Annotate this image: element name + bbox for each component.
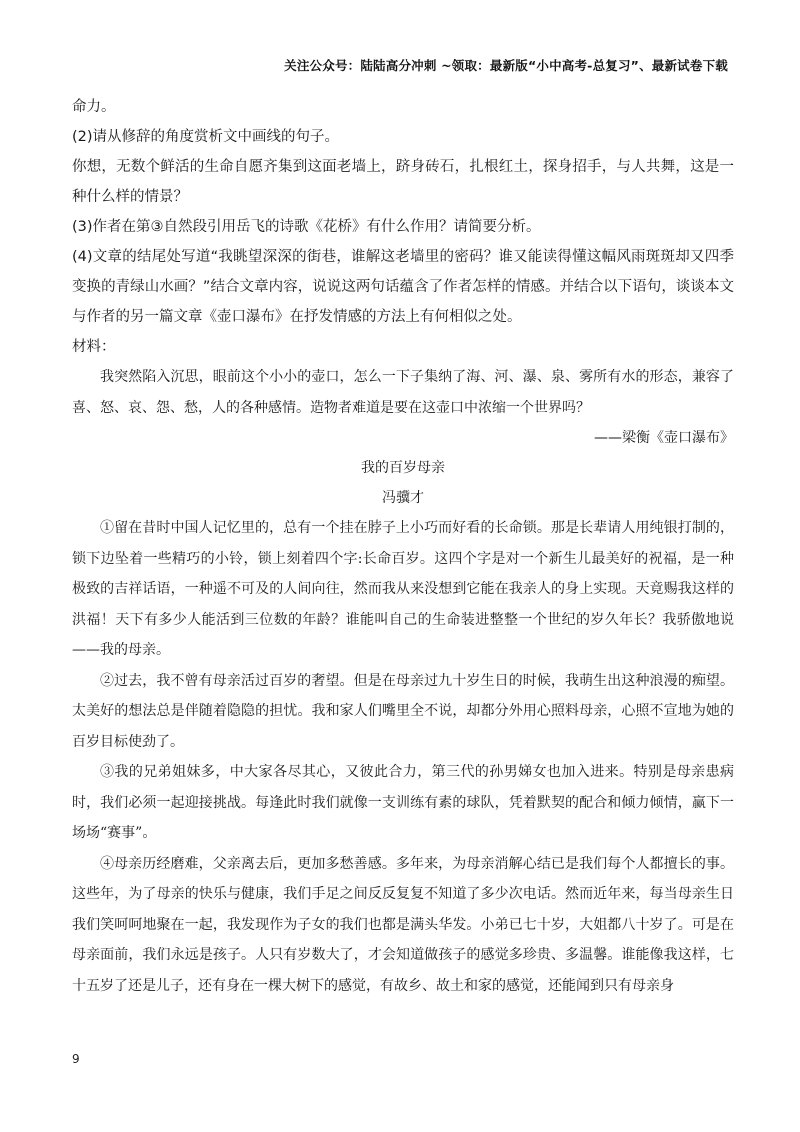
article-paragraph-2: ②过去，我不曾有母亲活过百岁的奢望。但是在母亲过九十岁生日的时候，我萌生出这种浪漫的痴望。太美好的想法总是伴随着隐隐的担忧。我和家人们嘴里全不说，却都分外用心照料母亲，心照不宣地为她的百岁目标使劲了。 — [72, 672, 734, 750]
material-text: 我突然陷入沉思，眼前这个小小的壶口，怎么一下子集纳了海、河、瀑、泉、雾所有水的形态，兼容了喜、怒、哀、怨、愁，人的各种感情。造物者难道是要在这壶口中浓缩一个世界吗？ — [72, 369, 734, 416]
article-author: 冯骥才 — [382, 490, 424, 506]
material-source: ——梁衡《壶口瀑布》 — [594, 430, 734, 446]
quoted-sentence: 你想，无数个鲜活的生命自愿齐集到这面老墙上，跻身砖石，扎根红土，探身招手，与人共舞，这是一种什么样的情景？ — [72, 159, 734, 205]
material-label: 材料： — [72, 339, 116, 355]
question-4: (4)文章的结尾处写道“我眺望深深的街巷，谁解这老墙里的密码？谁又能读得懂这幅风雨斑斑却又四季变换的青绿山水画？”结合文章内容，说说这两句话蕴含了作者怎样的情感。并结合以下语句，谈谈本文与作者的另一篇文章《壶口瀑布》在抒发情感的方法上有何相似之处。 — [72, 249, 734, 325]
article-paragraph-4: ④母亲历经磨难，父亲离去后，更加多愁善感。多年来，为母亲消解心结已是我们每个人都擅长的事。这些年，为了母亲的快乐与健康，我们手足之间反反复复不知道了多少次电话。然而近年来，每当母亲生日我们笑呵呵地聚在一起，我发现作为子女的我们也都是满头华发。小弟已七十岁，大姐都八十岁了。可是在母亲面前，我们永远是孩子。人只有岁数大了，才会知道做孩子的感觉多珍贵、多温馨。谁能像我这样，七十五岁了还是儿子，还有身在一棵大树下的感觉，有故乡、故土和家的感觉，还能闻到只有母亲身 — [72, 855, 734, 994]
text-line: 命力。 — [72, 99, 116, 115]
page-number: 9 — [72, 1052, 80, 1066]
article-paragraph-1: ①留在昔时中国人记忆里的，总有一个挂在脖子上小巧而好看的长命锁。那是长辈请人用纯银打制的，锁下边坠着一些精巧的小铃，锁上刻着四个字:长命百岁。这四个字是对一个新生儿最美好的祝福，是一种极致的吉祥话语，一种遥不可及的人间向往，然而我从来没想到它能在我亲人的身上实现。天竟赐我这样的洪福！天下有多少人能活到三位数的年龄？谁能叫自己的生命装进整整一个世纪的岁久年长？我骄傲地说——我的母亲。 — [72, 520, 734, 658]
question-3: (3)作者在第③自然段引用岳飞的诗歌《花桥》有什么作用？请简要分析。 — [72, 219, 541, 235]
question-2: (2)请从修辞的角度赏析文中画线的句子。 — [72, 129, 340, 145]
article-paragraph-3: ③我的兄弟姐妹多，中大家各尽其心，又彼此合力，第三代的孙男娣女也加入进来。特别是母亲患病时，我们必须一起迎接挑战。每逢此时我们就像一支训练有素的球队，凭着默契的配合和倾力倾情，赢下一场场“赛事”。 — [72, 764, 734, 841]
page-content — [72, 92, 734, 1001]
article-title: 我的百岁母亲 — [361, 460, 445, 476]
page-header: 关注公众号：陆陆高分冲刺 ~领取：最新版“小中高考-总复习”、最新试卷下载 — [284, 58, 728, 73]
